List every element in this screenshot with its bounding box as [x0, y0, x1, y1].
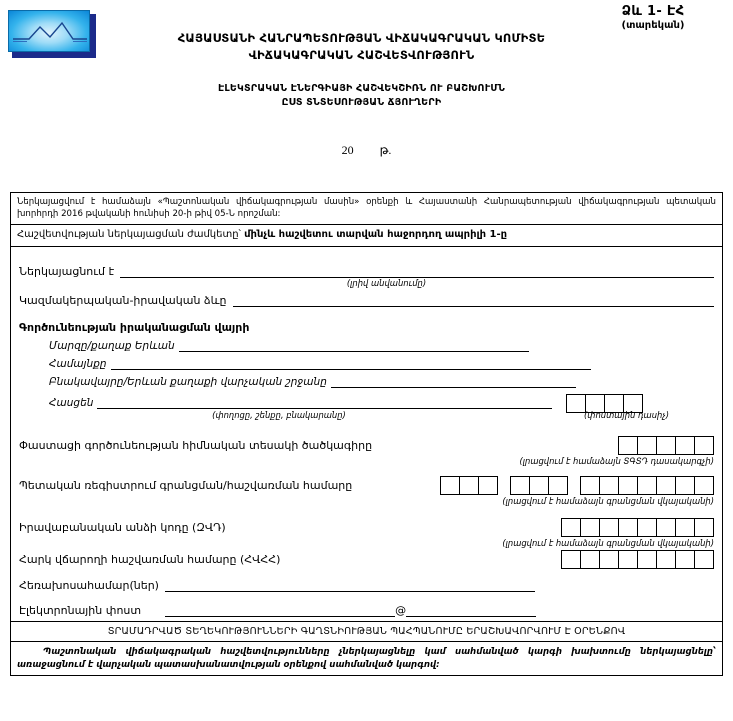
penalty-note [11, 641, 722, 675]
legal-form-input[interactable] [233, 294, 715, 307]
entity-code-label: Իրավաբանական անձի կոդը (ԶՎԴ) [19, 521, 226, 534]
document-header [0, 0, 733, 157]
entity-code-cell[interactable] [580, 518, 600, 537]
settlement-label: Բնակավայրը/Երևան քաղաքի վարչական շրջանը [49, 376, 327, 388]
activity-type-cell[interactable] [618, 436, 638, 455]
registration-cell[interactable] [637, 476, 657, 495]
activity-type-cell[interactable] [637, 436, 657, 455]
entity-code-cell[interactable] [618, 518, 638, 537]
phone-label: Հեռախոսահամար(ներ) [19, 579, 159, 592]
address-hint: (փողոցը, շենքը, բնակարանը) [212, 410, 346, 420]
tax-id-cell[interactable] [694, 550, 714, 569]
address-row [19, 394, 714, 409]
deadline-band [11, 225, 722, 247]
community-row [19, 358, 714, 370]
region-input[interactable] [179, 340, 529, 352]
tax-id-cell[interactable] [599, 550, 619, 569]
entity-code-note: (լրացվում է համաձայն գրանցման վկայականի) [502, 538, 714, 548]
at-symbol: @ [395, 604, 407, 617]
email-row [19, 604, 714, 617]
tax-id-cell[interactable] [580, 550, 600, 569]
legal-basis-band [11, 193, 722, 225]
entity-code-cell[interactable] [637, 518, 657, 537]
email-local-input[interactable] [165, 604, 395, 617]
registration-cell[interactable] [440, 476, 460, 495]
entity-code-boxes[interactable] [561, 518, 714, 537]
tax-id-cell[interactable] [618, 550, 638, 569]
submitter-input[interactable] [120, 265, 714, 278]
form-body-box [10, 192, 723, 676]
region-label: Մարզը/քաղաք Երևան [49, 340, 175, 352]
region-row [19, 340, 714, 352]
tax-id-label: Հարկ վճարողի հաշվառման համարը (ՀՎՀՀ) [19, 553, 281, 566]
legal-form-row [19, 294, 714, 307]
submitter-hint: (լրիվ անվանումը) [346, 278, 427, 288]
deadline-value: մինչև հաշվետու տարվան հաջորդող ապրիլի 1-ը [244, 229, 508, 240]
deadline-text [17, 228, 716, 242]
armstat-chart-logo [8, 10, 96, 58]
legal-form-label: Կազմակերպական-իրավական ձևը [19, 294, 227, 307]
year-suffix: թ. [379, 143, 392, 157]
confidentiality-band: ՏՐԱՄԱԴՐՎԱԾ ՏԵՂԵԿՈՒԹՅՈՒՆՆԵՐԻ ԳԱՂՏՆԻՈՒԹՅԱՆ ՊԱՀՊԱՆՈՒՄԸ ԵՐԱՇԽԱՎՈՐՎՈՒՄ Է ՕՐԵՆՔՈՎ [11, 621, 722, 641]
legal-basis-text: Ներկայացվում է համաձայն «Պաշտոնական վիճակագրության մասին» օրենքի և Հայաստանի Հանրապետության վիճակագրության պետական խորհրդի 2016 թվականի հունիսի 20-ի թիվ 05-Ն որոշման: [17, 197, 716, 219]
settlement-row [19, 376, 714, 388]
entity-code-cell[interactable] [561, 518, 581, 537]
entity-code-cell[interactable] [656, 518, 676, 537]
tax-id-cell[interactable] [675, 550, 695, 569]
registration-boxes[interactable] [440, 476, 714, 495]
organization-title [100, 30, 623, 64]
form-periodicity: (տարեկան) [621, 20, 685, 31]
subtitle-line-2: ԸՍՏ ՏՆՏԵՍՈՒԹՅԱՆ ՃՅՈՒՂԵՐԻ [281, 97, 442, 108]
penalty-line-1: Պաշտոնական վիճակագրական հաշվետվությունները չներկայացնելը կամ սահմանված կարգի խախտումը ներկայացնելը՝ [43, 647, 716, 657]
registration-cell[interactable] [599, 476, 619, 495]
tax-id-boxes[interactable] [561, 550, 714, 569]
form-fields-area [11, 247, 722, 621]
activity-type-cell[interactable] [675, 436, 695, 455]
phone-input[interactable] [165, 579, 535, 592]
submitter-row [19, 265, 714, 278]
tax-id-row [19, 550, 714, 569]
entity-code-cell[interactable] [675, 518, 695, 537]
activity-type-row [19, 436, 714, 455]
penalty-line-2: առաջացնում է վարչական պատասխանատվության օրենքով սահմանված կարգով: [17, 659, 440, 670]
registration-cell[interactable] [580, 476, 600, 495]
year-prefix: 20 [341, 143, 354, 157]
title-line-2: ՎԻՃԱԿԱԳՐԱԿԱՆ ՀԱՇՎԵՏՎՈՒԹՅՈՒՆ [248, 48, 475, 62]
email-domain-input[interactable] [406, 604, 536, 617]
submitter-label: Ներկայացնում է [19, 265, 115, 278]
chart-zigzag-icon [9, 11, 90, 52]
address-label: Հասցեն [49, 397, 94, 409]
address-hints-row [19, 410, 714, 420]
activity-type-boxes[interactable] [618, 436, 714, 455]
registration-cell[interactable] [478, 476, 498, 495]
form-code-block [583, 4, 723, 31]
title-line-1: ՀԱՅԱՍՏԱՆԻ ՀԱՆՐԱՊԵՏՈՒԹՅԱՆ ՎԻՃԱԿԱԳՐԱԿԱՆ ԿՈՄԻՏԵ [177, 31, 546, 45]
activity-type-cell[interactable] [656, 436, 676, 455]
registration-cell[interactable] [618, 476, 638, 495]
registration-cell[interactable] [656, 476, 676, 495]
registration-group-2[interactable] [510, 476, 568, 495]
activity-type-note: (լրացվում է համաձայն ՏԳՏԴ դասակարգչի) [519, 456, 714, 466]
activity-type-label: Փաստացի գործունեության հիմնական տեսակի ծածկագիրը [19, 439, 373, 452]
registration-group-1[interactable] [440, 476, 498, 495]
community-input[interactable] [111, 358, 591, 370]
logo-box [8, 10, 90, 52]
registration-cell[interactable] [694, 476, 714, 495]
report-subject [100, 82, 623, 110]
email-label: Էլեկտրոնային փոստ [19, 604, 142, 617]
registration-cell[interactable] [510, 476, 530, 495]
tax-id-cell[interactable] [656, 550, 676, 569]
activity-type-cell[interactable] [694, 436, 714, 455]
registration-row [19, 476, 714, 495]
phone-row [19, 579, 714, 592]
subtitle-line-1: ԷԼԵԿՏՐԱԿԱՆ ԷՆԵՐԳԻԱՅԻ ՀԱՇՎԵԿՇԻՌՆ ՈՒ ԲԱՇԽՈՒՄՆ [218, 83, 505, 94]
registration-label: Պետական ռեգիստրում գրանցման/հաշվառման համարը [19, 479, 353, 492]
form-code: Ձև 1- ԷՀ [621, 4, 685, 19]
tax-id-cell[interactable] [561, 550, 581, 569]
postal-hint: (փոստային դասիչ) [584, 410, 669, 420]
entity-code-row [19, 518, 714, 537]
settlement-input[interactable] [331, 376, 576, 388]
tax-id-cell[interactable] [637, 550, 657, 569]
registration-cell[interactable] [675, 476, 695, 495]
activity-location-title: Գործունեության իրականացման վայրի [19, 321, 250, 334]
deadline-prefix: Հաշվետվության ներկայացման ժամկետը՝ [17, 229, 245, 240]
registration-note: (լրացվում է համաձայն գրանցման վկայականի) [502, 496, 714, 506]
registration-cell[interactable] [459, 476, 479, 495]
entity-code-cell[interactable] [694, 518, 714, 537]
registration-cell[interactable] [548, 476, 568, 495]
registration-cell[interactable] [529, 476, 549, 495]
address-input[interactable] [97, 397, 552, 409]
registration-group-3[interactable] [580, 476, 714, 495]
community-label: Համայնքը [49, 358, 107, 370]
entity-code-cell[interactable] [599, 518, 619, 537]
year-line [0, 143, 733, 158]
